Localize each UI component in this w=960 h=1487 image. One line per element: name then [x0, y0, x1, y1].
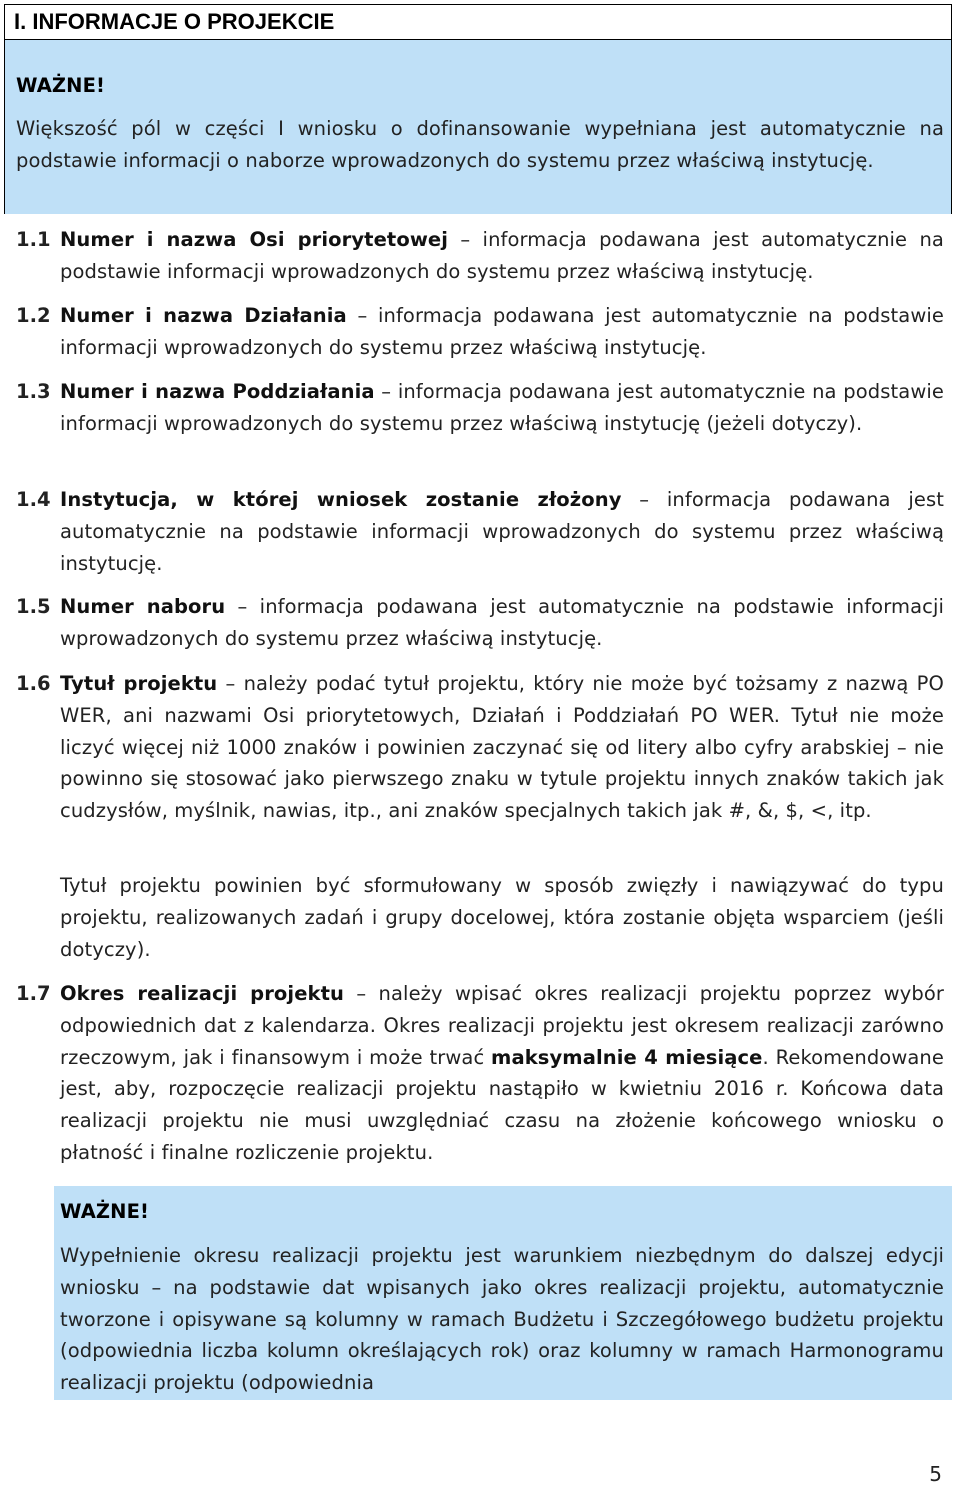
item-number: 1.4	[16, 488, 51, 511]
item-text: Numer i nazwa Działania – informacja podawana jest automatycznie na podstawie informacji wprowadzonych do systemu przez właściwą instytucję.	[60, 304, 944, 359]
section-header: I. INFORMACJE O PROJEKCIE	[4, 4, 952, 40]
page-number: 5	[929, 1462, 942, 1486]
item-text: Okres realizacji projektu – należy wpisać okres realizacji projektu poprzez wybór odpowiednich dat z kalendarza. Okres realizacji projektu jest okresem realizacji zarówno rzeczowym, jak i finansowym i może trwać maksymalnie 4 miesiące. Rekomendowane jest, aby, rozpoczęcie realizacji projektu nastąpiło w kwietniu 2016 r. Końcowa data realizacji projektu nie musi uwzględniać czasu na złożenie końcowego wniosku o płatność i finalne rozliczenie projektu.	[60, 982, 945, 1164]
item-text: Instytucja, w której wniosek zostanie złożony – informacja podawana jest automatycznie na podstawie informacji wprowadzonych do systemu przez właściwą instytucję.	[60, 488, 944, 575]
item-text: Numer i nazwa Osi priorytetowej – informacja podawana jest automatycznie na podstawie informacji wprowadzonych do systemu przez właściwą instytucję.	[60, 228, 944, 283]
item-number: 1.5	[16, 595, 51, 618]
item-text: Numer naboru – informacja podawana jest automatycznie na podstawie informacji wprowadzonych do systemu przez właściwą instytucję.	[60, 595, 944, 650]
item-number: 1.1	[16, 228, 51, 251]
item-text-continued: Tytuł projektu powinien być sformułowany w sposób zwięzły i nawiązywać do typu projektu, realizowanych zadań i grupy docelowej, która zostanie objęta wsparciem (jeśli dotyczy).	[60, 874, 944, 961]
item-number: 1.2	[16, 304, 51, 327]
item-number: 1.6	[16, 672, 51, 695]
item-number: 1.7	[16, 982, 51, 1005]
item-text: Numer i nazwa Poddziałania – informacja podawana jest automatycznie na podstawie informacji wprowadzonych do systemu przez właściwą instytucję (jeżeli dotyczy).	[60, 380, 944, 435]
item-number: 1.3	[16, 380, 51, 403]
note-text: Większość pól w części I wniosku o dofinansowanie wypełniana jest automatycznie na podstawie informacji o naborze wprowadzonych do systemu przez właściwą instytucję.	[16, 117, 944, 172]
item-text: Tytuł projektu – należy podać tytuł projektu, który nie może być tożsamy z nazwą PO WER, ani nazwami Osi priorytetowych, Działań i Poddziałań PO WER. Tytuł nie może liczyć więcej niż 1000 znaków i powinien zaczynać się od litery albo cyfry arabskiej – nie powinno się stosować jako pierwszego znaku w tytule projektu innych znaków takich jak cudzysłów, myślnik, nawias, itp., ani znaków specjalnych takich jak #, &, $, <, itp.	[60, 672, 944, 823]
note-title: WAŻNE!	[16, 74, 105, 97]
note-text: Wypełnienie okresu realizacji projektu jest warunkiem niezbędnym do dalszej edycji wniosku – na podstawie dat wpisanych jako okres realizacji projektu, automatycznie tworzone i opisywane są kolumny w ramach Budżetu i Szczegółowego budżetu projektu (odpowiednia liczba kolumn określających rok) oraz kolumny w ramach Harmonogramu realizacji projektu (odpowiednia	[60, 1244, 944, 1395]
note-title: WAŻNE!	[60, 1200, 149, 1223]
